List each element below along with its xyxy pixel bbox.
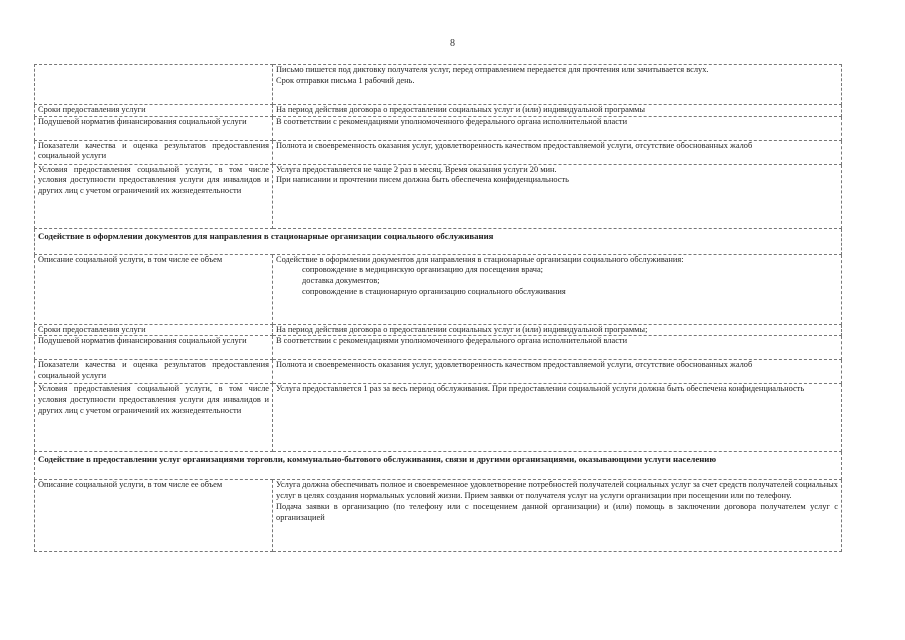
section-heading-row [35,452,842,480]
table-row [35,140,842,164]
row-label [35,65,273,105]
table-row [35,105,842,117]
table-row [35,116,842,140]
paragraph: Услуга предоставляется не чаще 2 раз в месяц. Время оказания услуги 20 мин. [276,164,557,174]
table-row [35,360,842,384]
paragraph: Услуга должна обеспечивать полное и своевременное удовлетворение потребностей получателей социальных услуг за счет средств получателей социальных услуг в целях создания нормальных условий жизни. Прием заявки от получателя услуг на услуги организации при посещении или по телефону. [276,480,838,501]
row-content [273,254,842,324]
table-row [35,324,842,336]
paragraph: Письмо пишется под диктовку получателя услуг, перед отправлением передается для прочтения или зачитывается вслух. [276,65,709,74]
row-label: Описание социальной услуги, в том числе ее объем [35,480,273,552]
row-content: Услуга предоставляется 1 раз за весь период обслуживания. При предоставлении социальной услуги должна быть обеспечена конфиденциальность [273,384,842,452]
services-table [34,64,842,552]
list-item: доставка документов; [302,276,380,286]
row-content: Полнота и своевременность оказания услуг, удовлетворенность качеством предоставляемой услуги, отсутствие обоснованных жалоб [273,140,842,164]
list-item: сопровождение в стационарную организацию социального обслуживания [302,286,566,296]
table-row [35,254,842,324]
table-row [35,384,842,452]
row-content [273,65,842,105]
row-label: Подушевой норматив финансирования социальной услуги [35,336,273,360]
list-item: сопровождение в медицинскую организацию для посещения врача; [302,265,544,275]
row-content [273,480,842,552]
row-content [273,164,842,228]
table-row [35,336,842,360]
paragraph: Содействие в оформлении документов для направления в стационарные организации социального обслуживания: [276,254,684,264]
row-content: В соответствии с рекомендациями уполномоченного федерального органа исполнительной власти [273,336,842,360]
table-row [35,65,842,105]
row-label: Показатели качества и оценка результатов предоставления социальной услуги [35,360,273,384]
row-label: Показатели качества и оценка результатов предоставления социальной услуги [35,140,273,164]
page-number: 8 [450,38,455,49]
table-row [35,164,842,228]
row-label: Условия предоставления социальной услуги, в том числе условия доступности предоставления услуги для инвалидов и других лиц с учетом ограничений их жизнедеятельности [35,384,273,452]
row-content: На период действия договора о предоставлении социальных услуг и (или) индивидуальной программы; [273,324,842,336]
section-heading: Содействие в оформлении документов для направления в стационарные организации социального обслуживания [35,228,842,254]
section-heading-row [35,228,842,254]
paragraph: Подача заявки в организацию (по телефону или с посещением данной организации) и (или) помощь в заключении договора получателем услуг с организацией [276,501,838,522]
row-label: Условия предоставления социальной услуги, в том числе условия доступности предоставления услуги для инвалидов и других лиц с учетом ограничений их жизнедеятельности [35,164,273,228]
table-row [35,480,842,552]
row-label: Описание социальной услуги, в том числе ее объем [35,254,273,324]
row-content: В соответствии с рекомендациями уполномоченного федерального органа исполнительной власти [273,116,842,140]
section-heading: Содействие в предоставлении услуг организациями торговли, коммунально-бытового обслуживания, связи и другими организациями, оказывающими услуги населению [35,452,842,480]
paragraph: При написании и прочтении писем должна быть обеспечена конфиденциальность [276,175,569,185]
row-content: На период действия договора о предоставлении социальных услуг и (или) индивидуальной программы [273,105,842,117]
row-label: Подушевой норматив финансирования социальной услуги [35,116,273,140]
paragraph: Срок отправки письма 1 рабочий день. [276,75,415,85]
row-label: Сроки предоставления услуги [35,105,273,117]
row-label: Сроки предоставления услуги [35,324,273,336]
row-content: Полнота и своевременность оказания услуг, удовлетворенность качеством предоставляемой услуги, отсутствие обоснованных жалоб [273,360,842,384]
